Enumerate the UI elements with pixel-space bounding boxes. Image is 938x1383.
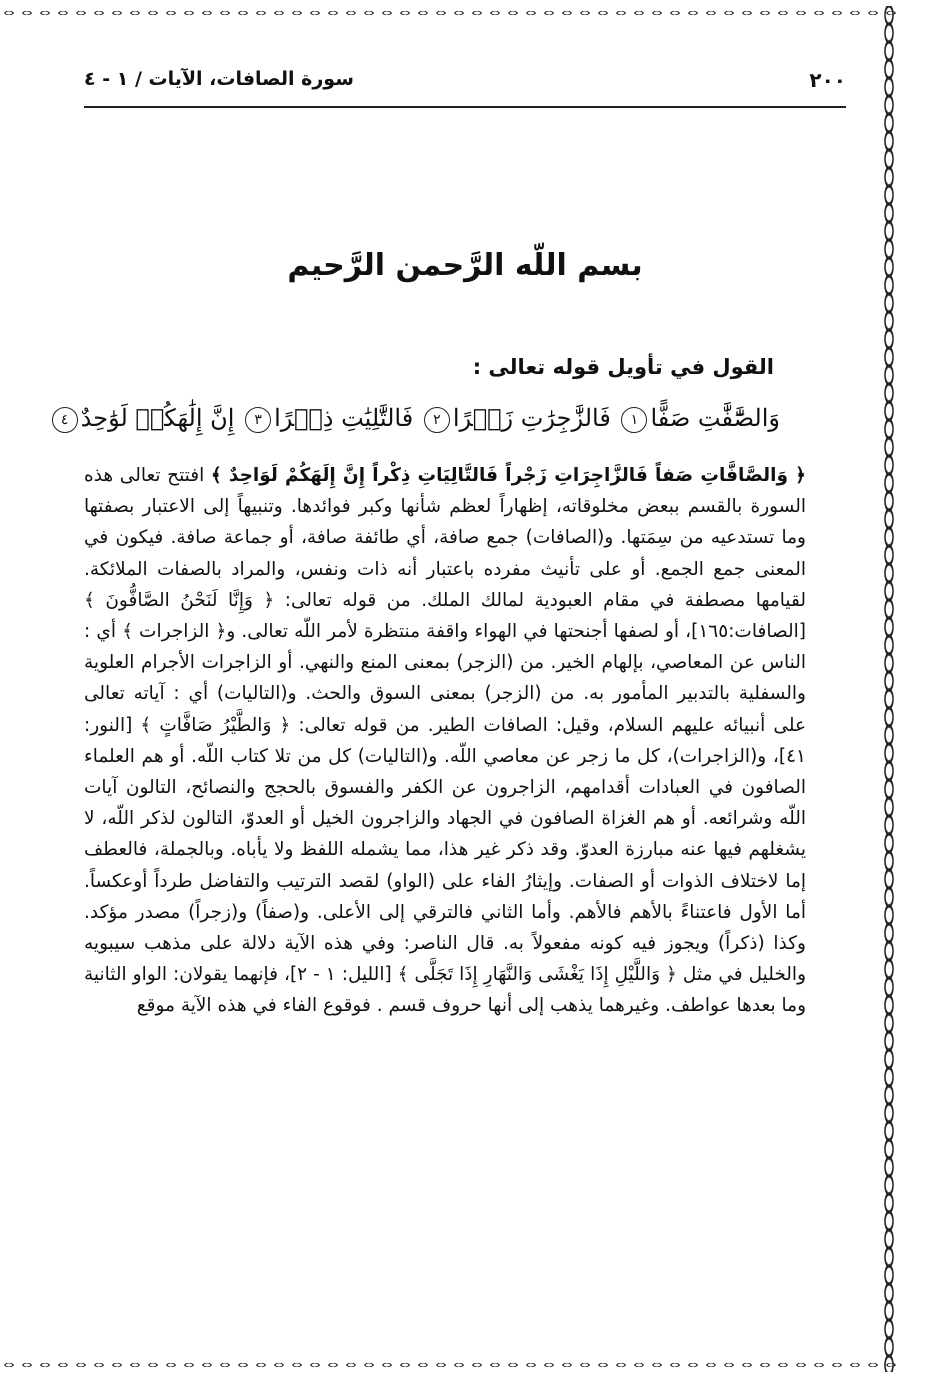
- quoted-verse-lead: ﴿ وَالصَّافَّاتِ صَفاً فَالزَّاجِرَاتِ زَجْراً فَالتَّالِيَاتِ ذِكْراً إِنَّ إِلَهَكُمْ لَوَاحِدٌ ﴾: [210, 465, 806, 486]
- commentary-text: افتتح تعالى هذه السورة بالقسم ببعض مخلوقاته، إظهاراً لعظم شأنها وكبر فوائدها. وتنبيهاً إلى الاعتبار بصفتها وما تستدعيه من سِمَتها. و(الصافات) جمع صافة، أي طائفة صافة، أو جماعة صافة. فيكون في المعنى جمع الجمع. أو على تأنيث مفرده باعتبار أنه ذات ونفس، والمراد بالصفات الملائكة. لقيامها مصطفة في مقام العبودية لمالك الملك. من قوله تعالى: ﴿ وَإِنَّا لَنَحْنُ الصَّافُّونَ ﴾ [الصافات:١٦٥]، أو لصفها أجنحتها في الهواء واقفة منتظرة لأمر اللّه تعالى. و﴿ الزاجرات ﴾ أي : الناس عن المعاصي، بإلهام الخير. من (الزجر) بمعنى المنع والنهي. أو الزاجرات الأجرام العلوية والسفلية بالتدبير المأمور به. من (الزجر) بمعنى السوق والحث. و(التاليات) أي : آياته تعالى على أنبيائه عليهم السلام، وقيل: الصافات الطير. من قوله تعالى: ﴿ وَالطَّيْرُ صَافَّاتٍ ﴾ [النور: ٤١]، و(الزاجرات)، كل ما زجر عن معاصي اللّه. و(التاليات) كل من تلا كتاب اللّه. أو هم العلماء الصافون في العبادات أقدامهم، الزاجرون عن الكفر والفسوق بالحجج والنصائح، التالون آيات اللّه وشرائعه. أو هم الغزاة الصافون في الجهاد والزاجرون الخيل أو العدوّ، التالون لذكر اللّه، لا يشغلهم فيها عنه مبارزة العدوّ. وقد ذكر غير هذا، مما يشمله اللفظ ولا يأباه. وبالجملة، فالعطف إما لاختلاف الذوات أو الصفات. وإيثارُ الفاء على (الواو) لقصد الترتيب والتفاضل طرداً أوعكساً. أما الأول فاعتناءً بالأهم فالأهم. وأما الثاني فالترقي إلى الأعلى. و(صفاً) و(زجراً) مصدر مؤكد. وكذا (ذكراً) ويجوز فيه كونه مفعولاً به. قال الناصر: وفي هذه الآية دلالة على مذهب سيبويه والخليل في مثل ﴿ وَاللَّيْلِ إِذَا يَغْشَى وَالنَّهَارِ إِذَا تَجَلَّى ﴾ [الليل: ١ - ٢]، فإنهما يقولان: الواو الثانية وما بعدها عواطف. وغيرهما يذهب إلى أنها حروف قسم . فوقوع الفاء في هذه الآية موقع: [84, 465, 806, 1017]
- page-number: ٢٠٠: [809, 68, 846, 92]
- verse-number-marker: ١: [621, 407, 647, 433]
- verse-number-marker: ٢: [424, 407, 450, 433]
- verse-segment: إِنَّ إِلَٰهَكُمۡ لَوَٰحِدٌ: [80, 404, 235, 432]
- right-chain-border: [882, 6, 896, 1372]
- commentary-paragraph: [84, 460, 806, 1022]
- section-heading: القول في تأويل قوله تعالى :: [472, 355, 774, 379]
- verse-number-marker: ٤: [52, 407, 78, 433]
- top-chain-border: [0, 6, 900, 20]
- verse-segment: وَالصَّٰٓفَّٰتِ صَفًّا: [650, 404, 780, 432]
- verse-segment: فَالتَّٰلِيَٰتِ ذِكۡرًا: [274, 404, 414, 432]
- page-header: [84, 66, 846, 108]
- verse-segment: فَالزَّٰجِرَٰتِ زَجۡرًا: [452, 404, 611, 432]
- commentary-body: [84, 460, 806, 1022]
- basmala-heading: بسم اللّه الرَّحمن الرَّحيم: [287, 248, 643, 283]
- running-title: سورة الصافات، الآيات / ١ - ٤: [84, 68, 354, 90]
- quran-verse-line: [60, 404, 780, 433]
- verse-number-marker: ٣: [245, 407, 271, 433]
- bottom-chain-border: [0, 1358, 900, 1372]
